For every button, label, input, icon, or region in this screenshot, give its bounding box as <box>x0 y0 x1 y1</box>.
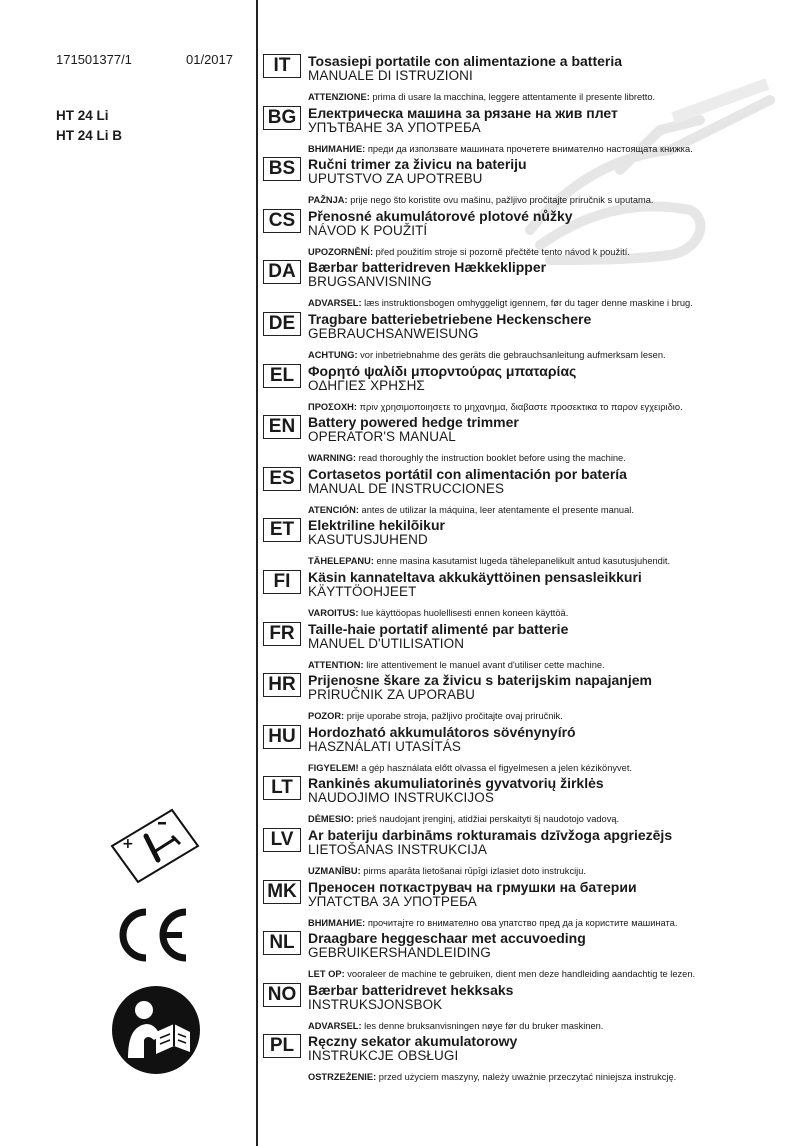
language-code: ES <box>263 467 301 491</box>
warning-body: πριν χρησιμοποιησετε το μηχανημα, διαβαστε προσεκτικα το παρον εγχειριδιο. <box>356 401 683 412</box>
warning-label: ВНИМАНИЕ: <box>308 917 366 928</box>
warning-body: vooraleer de machine te gebruiken, dient men deze handleiding aandachtig te lezen. <box>344 969 696 980</box>
warning-body: před použitím stroje si pozorně přečtěte tento návod k použití. <box>373 246 630 257</box>
warning-body: prima di usare la macchina, leggere attentamente il presente libretto. <box>369 92 656 102</box>
warning-text <box>308 350 666 360</box>
warning-text <box>308 92 655 102</box>
language-code: HR <box>263 673 301 697</box>
warning-label: DĖMESIO: <box>308 814 354 825</box>
manual-title: PRIRUČNIK ZA UPORABU <box>308 687 476 703</box>
warning-label: TÄHELEPANU: <box>308 556 374 567</box>
language-entry-hu <box>263 723 783 775</box>
language-entry-cs <box>263 207 783 259</box>
product-title: Hordozható akkumulátoros sövénynyíró <box>308 723 576 740</box>
warning-body: prije nego što koristite ovu mašinu, pažljivo pročitajte priručnik s uputama. <box>347 195 654 206</box>
warning-body: læs instruktionsbogen omhyggeligt igennem, før du tager denne maskine i brug. <box>361 298 693 309</box>
warning-text <box>308 711 563 721</box>
warning-label: WARNING: <box>308 453 357 464</box>
language-code: FI <box>263 570 301 594</box>
warning-label: UPOZORNĚNÍ: <box>308 246 374 257</box>
product-title: Bærbar batteridreven Hækkeklipper <box>308 259 547 276</box>
manual-title: BRUGSANVISNING <box>308 274 432 290</box>
manual-title: UPUTSTVO ZA UPOTREBU <box>308 171 483 187</box>
ce-mark-icon <box>112 906 192 964</box>
product-title: Ar bateriju darbināms rokturamais dzīvžoga apgriezējs <box>308 826 673 843</box>
warning-label: ACHTUNG: <box>308 349 358 360</box>
warning-text <box>308 814 619 824</box>
warning-text <box>308 556 670 566</box>
product-title: Taille-haie portatif alimenté par batterie <box>308 620 569 637</box>
warning-label: POZOR: <box>308 711 345 722</box>
language-code: ET <box>263 518 301 542</box>
manual-title: NAUDOJIMO INSTRUKCIJOS <box>308 790 494 806</box>
product-title: Ręczny sekator akumulatorowy <box>308 1033 518 1050</box>
language-code: EN <box>263 415 301 439</box>
language-entry-no <box>263 981 783 1033</box>
manual-title: УПАТСТВА ЗА УПОТРЕБА <box>308 893 477 909</box>
language-code: IT <box>263 54 301 78</box>
language-code: CS <box>263 209 301 233</box>
warning-text <box>308 763 632 773</box>
language-code: FR <box>263 622 301 646</box>
language-code: BG <box>263 106 301 130</box>
product-title: Käsin kannateltava akkukäyttöinen pensasleikkuri <box>308 568 642 585</box>
warning-label: ВНИМАНИЕ: <box>308 143 366 154</box>
language-list <box>263 52 783 1084</box>
warning-label: OSTRZEŻENIE: <box>308 1072 377 1083</box>
warning-body: преди да използвате машината прочетете внимателно настоящата книжка. <box>365 143 693 154</box>
language-entry-bs <box>263 155 783 207</box>
warning-label: ATENCIÓN: <box>308 504 359 515</box>
warning-text <box>308 247 630 257</box>
language-entry-fr <box>263 620 783 672</box>
language-entry-en <box>263 413 783 465</box>
manual-title: MANUEL D'UTILISATION <box>308 635 465 651</box>
svg-text:+: + <box>122 836 134 852</box>
warning-body: przed użyciem maszyny, należy uważnie przeczytać niniejsza instrukcję. <box>376 1072 677 1083</box>
warning-body: a gép használata előtt olvassa el figyelmesen a jelen kézikönyvet. <box>358 762 633 773</box>
warning-label: ΠΡΟΣΟΧΗ: <box>308 401 357 412</box>
warning-text <box>308 608 568 618</box>
language-entry-pl <box>263 1032 783 1084</box>
warning-label: UZMANĪBU: <box>308 865 361 876</box>
warning-text <box>308 505 634 515</box>
language-entry-nl <box>263 929 783 981</box>
warning-label: ATTENTION: <box>308 659 364 670</box>
vertical-divider <box>256 0 258 1146</box>
warning-label: ADVARSEL: <box>308 298 362 309</box>
warning-label: PAŽNJA: <box>308 195 348 206</box>
manual-title: MANUAL DE INSTRUCCIONES <box>308 480 505 496</box>
manual-title: KÄYTTÖOHJEET <box>308 583 417 599</box>
language-entry-et <box>263 516 783 568</box>
product-title: Elektriline hekilõikur <box>308 517 445 534</box>
warning-body: pirms aparāta lietošanai rūpīgi izlasiet doto instrukciju. <box>360 865 586 876</box>
language-entry-fi <box>263 568 783 620</box>
manual-title: INSTRUKCJE OBSŁUGI <box>308 1048 459 1064</box>
manual-title: NÁVOD K POUŽITÍ <box>308 222 428 238</box>
product-title: Battery powered hedge trimmer <box>308 414 519 431</box>
warning-label: LET OP: <box>308 969 345 980</box>
warning-text <box>308 195 654 205</box>
warning-text <box>308 402 683 412</box>
warning-body: vor inbetriebnahme des geräts die gebrauchsanleitung aufmerksam lesen. <box>357 349 666 360</box>
product-title: Rankinės akumuliatorinės gyvatvorių žirklės <box>308 775 604 792</box>
warning-body: prieš naudojant įrenginį, atidžiai perskaityti šį naudotojo vadovą. <box>353 814 620 825</box>
language-entry-de <box>263 310 783 362</box>
warning-label: FIGYELEM! <box>308 762 359 773</box>
warning-body: antes de utilizar la máquina, leer atentamente el presente manual. <box>358 504 634 515</box>
product-title: Cortasetos portátil con alimentación por batería <box>308 465 627 482</box>
warning-text <box>308 866 586 876</box>
warning-body: read thoroughly the instruction booklet before using the machine. <box>356 453 626 464</box>
warning-text <box>308 453 626 463</box>
warning-body: les denne bruksanvisningen nøye før du bruker maskinen. <box>361 1020 604 1031</box>
language-entry-bg <box>263 104 783 156</box>
language-code: EL <box>263 364 301 388</box>
language-entry-it <box>263 52 783 104</box>
warning-text <box>308 969 695 979</box>
model-name-2: HT 24 Li B <box>56 128 123 143</box>
language-entry-mk <box>263 878 783 930</box>
language-entry-es <box>263 465 783 517</box>
manual-title: KASUTUSJUHEND <box>308 532 428 548</box>
language-entry-lv <box>263 826 783 878</box>
product-title: Bærbar batteridrevet hekksaks <box>308 981 514 998</box>
model-name-1: HT 24 Li <box>56 108 109 123</box>
warning-text <box>308 298 693 308</box>
language-code: MK <box>263 880 301 904</box>
manual-title: ΟΔΗΓΙΕΣ ΧΡΗΣΗΣ <box>308 377 425 393</box>
warning-body: enne masina kasutamist lugeda tähelepanelikult antud kasutusjuhendit. <box>373 556 671 567</box>
language-code: NO <box>263 983 301 1007</box>
warning-body: prije uporabe stroja, pažljivo pročitajte ovaj priručnik. <box>344 711 563 722</box>
warning-body: lire attentivement le manuel avant d'utiliser cette machine. <box>363 659 605 670</box>
language-code: PL <box>263 1034 301 1058</box>
document-date: 01/2017 <box>186 52 233 67</box>
document-number: 171501377/1 <box>56 52 132 67</box>
manual-title: INSTRUKSJONSBOK <box>308 996 443 1012</box>
product-title: Draagbare heggeschaar met accuvoeding <box>308 930 586 947</box>
language-code: BS <box>263 157 301 181</box>
warning-text <box>308 918 677 928</box>
language-entry-hr <box>263 671 783 723</box>
manual-title: OPERATOR'S MANUAL <box>308 429 456 445</box>
language-code: HU <box>263 725 301 749</box>
warning-body: прочитајте го внимателно ова упатство пред да ја користите машината. <box>365 917 678 928</box>
manual-title: УПЪТВАНЕ ЗА УПОТРЕБА <box>308 119 481 135</box>
warning-text <box>308 660 605 670</box>
product-title: Преносен поткаструвач на грмушки на батерии <box>308 878 637 895</box>
language-code: DE <box>263 312 301 336</box>
manual-title: LIETOŠANAS INSTRUKCIJA <box>308 841 487 857</box>
manual-title: GEBRAUCHSANWEISUNG <box>308 325 479 341</box>
manual-title: HASZNÁLATI UTASÍTÁS <box>308 738 461 754</box>
product-title: Tosasiepi portatile con alimentazione a batteria <box>308 53 623 69</box>
warning-text <box>308 144 693 154</box>
language-code: NL <box>263 931 301 955</box>
product-title: Ručni trimer za živicu na bateriju <box>308 156 527 173</box>
product-title: Tragbare batteriebetriebene Heckenschere <box>308 310 592 327</box>
product-title: Přenosné akumulátorové plotové nůžky <box>308 207 573 224</box>
manual-title: MANUALE DI ISTRUZIONI <box>308 68 473 83</box>
battery-hedge-trimmer-icon <box>110 808 200 883</box>
manual-title: GEBRUIKERSHANDLEIDING <box>308 945 491 961</box>
warning-text <box>308 1072 676 1082</box>
product-title: Prijenosne škare za živicu s baterijskim napajanjem <box>308 672 652 689</box>
language-code: DA <box>263 260 301 284</box>
warning-label: ATTENZIONE: <box>308 92 370 102</box>
warning-text <box>308 1021 603 1031</box>
warning-label: ADVARSEL: <box>308 1020 362 1031</box>
warning-label: VAROITUS: <box>308 607 359 618</box>
language-entry-da <box>263 258 783 310</box>
product-title: Φορητό ψαλίδι μπορντούρας μπαταρίας <box>308 362 577 379</box>
language-entry-lt <box>263 774 783 826</box>
warning-body: lue käyttöopas huolellisesti ennen koneen käyttöä. <box>358 607 569 618</box>
read-manual-icon <box>110 984 202 1076</box>
language-code: LT <box>263 776 301 800</box>
language-entry-el <box>263 362 783 414</box>
language-code: LV <box>263 828 301 852</box>
product-title: Електрическа машина за рязане на жив плет <box>308 104 618 121</box>
